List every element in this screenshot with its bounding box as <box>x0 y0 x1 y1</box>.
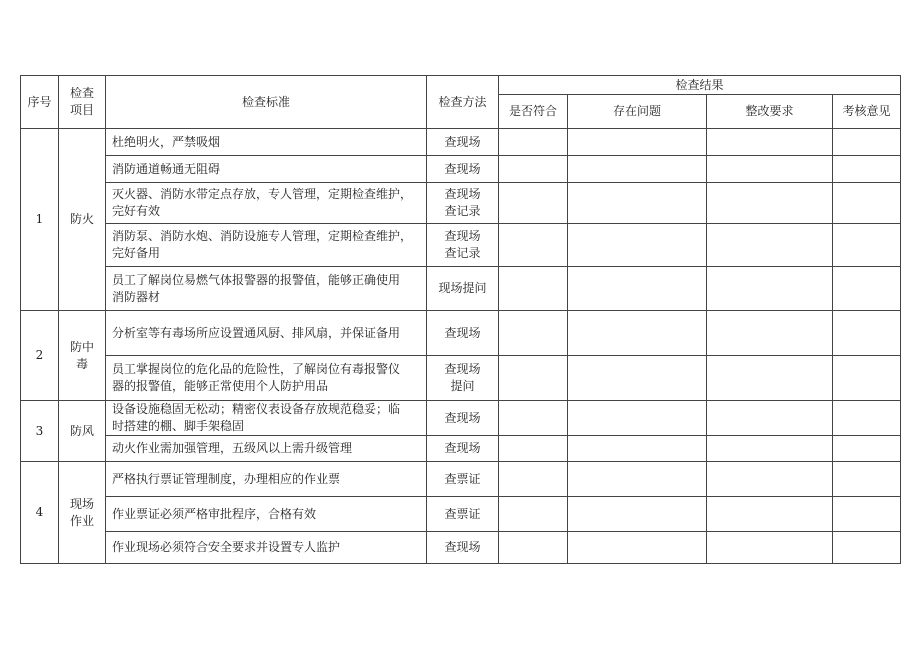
rectify-cell[interactable] <box>707 401 833 436</box>
header-method: 检查方法 <box>427 76 499 129</box>
rectify-cell[interactable] <box>707 462 833 497</box>
rectify-cell[interactable] <box>707 532 833 564</box>
conform-cell[interactable] <box>499 401 568 436</box>
issue-cell[interactable] <box>568 532 707 564</box>
issue-cell[interactable] <box>568 401 707 436</box>
method-cell: 查现场 提问 <box>427 356 499 401</box>
standard-cell: 严格执行票证管理制度，办理相应的作业票 <box>106 462 427 497</box>
opinion-cell[interactable] <box>833 183 901 224</box>
conform-cell[interactable] <box>499 356 568 401</box>
item-cell: 防中 毒 <box>59 311 106 401</box>
opinion-cell[interactable] <box>833 156 901 183</box>
issue-cell[interactable] <box>568 311 707 356</box>
issue-cell[interactable] <box>568 497 707 532</box>
seq-cell: 3 <box>21 401 59 462</box>
item-cell: 防火 <box>59 129 106 311</box>
opinion-cell[interactable] <box>833 401 901 436</box>
standard-cell: 消防通道畅通无阻碍 <box>106 156 427 183</box>
table-row <box>21 129 901 156</box>
header-result: 检查结果 <box>499 76 901 95</box>
opinion-cell[interactable] <box>833 497 901 532</box>
standard-cell: 作业票证必须严格审批程序，合格有效 <box>106 497 427 532</box>
rectify-cell[interactable] <box>707 156 833 183</box>
issue-cell[interactable] <box>568 224 707 267</box>
table-row <box>21 401 901 436</box>
item-cell: 现场 作业 <box>59 462 106 564</box>
conform-cell[interactable] <box>499 311 568 356</box>
method-cell: 查票证 <box>427 462 499 497</box>
rectify-cell[interactable] <box>707 224 833 267</box>
conform-cell[interactable] <box>499 532 568 564</box>
conform-cell[interactable] <box>499 497 568 532</box>
standard-cell: 员工了解岗位易燃气体报警器的报警值，能够正确使用 消防器材 <box>106 267 427 311</box>
method-cell: 查现场 <box>427 129 499 156</box>
method-cell: 查现场 <box>427 156 499 183</box>
opinion-cell[interactable] <box>833 311 901 356</box>
issue-cell[interactable] <box>568 156 707 183</box>
opinion-cell[interactable] <box>833 356 901 401</box>
conform-cell[interactable] <box>499 267 568 311</box>
standard-cell: 动火作业需加强管理，五级风以上需升级管理 <box>106 436 427 462</box>
header-row-1 <box>21 76 901 95</box>
method-cell: 查现场 <box>427 401 499 436</box>
conform-cell[interactable] <box>499 183 568 224</box>
table-row <box>21 462 901 497</box>
method-cell: 现场提问 <box>427 267 499 311</box>
issue-cell[interactable] <box>568 356 707 401</box>
conform-cell[interactable] <box>499 462 568 497</box>
table-row <box>21 497 901 532</box>
rectify-cell[interactable] <box>707 311 833 356</box>
standard-cell: 杜绝明火，严禁吸烟 <box>106 129 427 156</box>
standard-cell: 分析室等有毒场所应设置通风厨、排风扇，并保证备用 <box>106 311 427 356</box>
header-standard: 检查标准 <box>106 76 427 129</box>
method-cell: 查现场 查记录 <box>427 224 499 267</box>
rectify-cell[interactable] <box>707 497 833 532</box>
standard-cell: 灭火器、消防水带定点存放，专人管理，定期检查维护， 完好有效 <box>106 183 427 224</box>
method-cell: 查现场 <box>427 532 499 564</box>
inspection-table <box>20 75 901 564</box>
standard-cell: 员工掌握岗位的危化品的危险性，了解岗位有毒报警仪 器的报警值，能够正常使用个人防护用品 <box>106 356 427 401</box>
seq-cell: 1 <box>21 129 59 311</box>
rectify-cell[interactable] <box>707 267 833 311</box>
table-row <box>21 311 901 356</box>
table-row <box>21 436 901 462</box>
header-seq: 序号 <box>21 76 59 129</box>
conform-cell[interactable] <box>499 436 568 462</box>
issue-cell[interactable] <box>568 436 707 462</box>
header-conform: 是否符合 <box>499 95 568 129</box>
issue-cell[interactable] <box>568 267 707 311</box>
header-item: 检查 项目 <box>59 76 106 129</box>
opinion-cell[interactable] <box>833 267 901 311</box>
opinion-cell[interactable] <box>833 129 901 156</box>
standard-cell: 作业现场必须符合安全要求并设置专人监护 <box>106 532 427 564</box>
opinion-cell[interactable] <box>833 224 901 267</box>
header-rectify: 整改要求 <box>707 95 833 129</box>
issue-cell[interactable] <box>568 129 707 156</box>
rectify-cell[interactable] <box>707 183 833 224</box>
table-row <box>21 183 901 224</box>
table-row <box>21 224 901 267</box>
opinion-cell[interactable] <box>833 532 901 564</box>
rectify-cell[interactable] <box>707 436 833 462</box>
seq-cell: 4 <box>21 462 59 564</box>
standard-cell: 消防泵、消防水炮、消防设施专人管理，定期检查维护， 完好备用 <box>106 224 427 267</box>
conform-cell[interactable] <box>499 156 568 183</box>
issue-cell[interactable] <box>568 462 707 497</box>
issue-cell[interactable] <box>568 183 707 224</box>
method-cell: 查现场 <box>427 311 499 356</box>
rectify-cell[interactable] <box>707 356 833 401</box>
table-row <box>21 532 901 564</box>
table-row <box>21 156 901 183</box>
standard-cell: 设备设施稳固无松动；精密仪表设备存放规范稳妥；临 时搭建的棚、脚手架稳固 <box>106 401 427 436</box>
rectify-cell[interactable] <box>707 129 833 156</box>
table-row <box>21 267 901 311</box>
conform-cell[interactable] <box>499 129 568 156</box>
item-cell: 防风 <box>59 401 106 462</box>
header-opinion: 考核意见 <box>833 95 901 129</box>
seq-cell: 2 <box>21 311 59 401</box>
table-row <box>21 356 901 401</box>
method-cell: 查现场 <box>427 436 499 462</box>
opinion-cell[interactable] <box>833 462 901 497</box>
conform-cell[interactable] <box>499 224 568 267</box>
method-cell: 查票证 <box>427 497 499 532</box>
opinion-cell[interactable] <box>833 436 901 462</box>
header-issue: 存在问题 <box>568 95 707 129</box>
method-cell: 查现场 查记录 <box>427 183 499 224</box>
